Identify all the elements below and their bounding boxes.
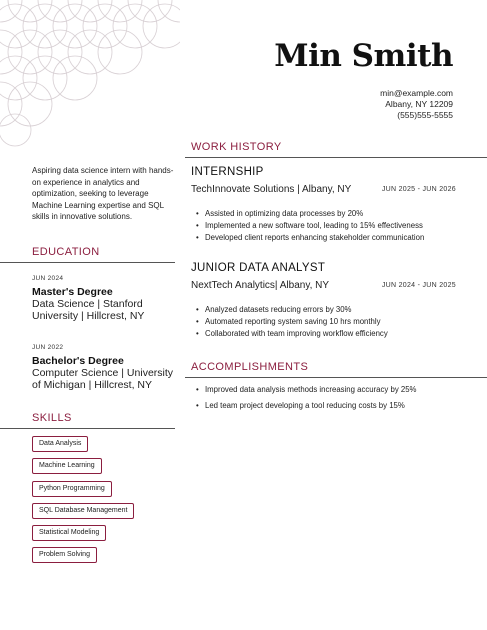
education-date: JUN 2022 [32, 344, 64, 351]
education-degree: Master's Degree [32, 286, 113, 298]
list-item: • Developed client reports enhancing stakeholder communication [196, 232, 424, 244]
education-title: EDUCATION [32, 246, 100, 258]
skills-rule [0, 428, 175, 429]
job-dates: JUN 2025 - JUN 2026 [381, 186, 456, 193]
list-item: • Assisted in optimizing data processes by 20% [196, 208, 424, 220]
work-history-title: WORK HISTORY [191, 141, 282, 153]
contact-block [380, 88, 453, 121]
accomplishments-list [196, 384, 417, 412]
list-item: • Implemented a new software tool, leading to 15% effectiveness [196, 220, 424, 232]
education-school: Computer Science | University of Michigan | Hillcrest, NY [32, 367, 174, 392]
list-item: • Automated reporting system saving 10 hrs monthly [196, 316, 388, 328]
job-organization: TechInnovate Solutions | Albany, NY [191, 184, 352, 195]
education-item [32, 344, 177, 392]
email: min@example.com [380, 88, 453, 98]
skill-chip: Problem Solving [32, 547, 97, 563]
skills-title: SKILLS [32, 412, 72, 424]
list-item: • Led team project developing a tool reducing costs by 15% [196, 400, 417, 412]
phone: (555)555-5555 [397, 110, 453, 120]
candidate-name: Min Smith [274, 38, 453, 74]
skill-chip: Statistical Modeling [32, 525, 106, 541]
education-degree: Bachelor's Degree [32, 355, 124, 367]
list-item: • Analyzed datasets reducing errors by 30% [196, 304, 388, 316]
accomplishments-rule [185, 377, 487, 378]
education-school: Data Science | Stanford University | Hillcrest, NY [32, 298, 145, 323]
list-item: • Improved data analysis methods increasing accuracy by 25% [196, 384, 417, 400]
job-bullets [196, 208, 424, 244]
job-title: JUNIOR DATA ANALYST [191, 262, 326, 274]
skill-chip: Data Analysis [32, 436, 88, 452]
decorative-pattern [0, 0, 180, 160]
skill-chip: SQL Database Management [32, 503, 134, 519]
education-date: JUN 2024 [32, 275, 64, 282]
location: Albany, NY 12209 [385, 99, 453, 109]
list-item: • Collaborated with team improving workflow efficiency [196, 328, 388, 340]
education-rule [0, 262, 175, 263]
job-bullets [196, 304, 388, 340]
accomplishments-title: ACCOMPLISHMENTS [191, 361, 309, 373]
job-organization: NextTech Analytics| Albany, NY [191, 280, 330, 291]
job-title: INTERNSHIP [191, 166, 264, 178]
education-item [32, 275, 177, 323]
summary-text: Aspiring data science intern with hands-on experience in analytics and optimization, seeking to leverage Machine Learning expertise and SQL skills in innovative solutions. [32, 166, 174, 222]
work-history-rule [185, 157, 487, 158]
skill-chip: Machine Learning [32, 458, 102, 474]
job-dates: JUN 2024 - JUN 2025 [381, 282, 456, 289]
skill-chip: Python Programming [32, 481, 112, 497]
